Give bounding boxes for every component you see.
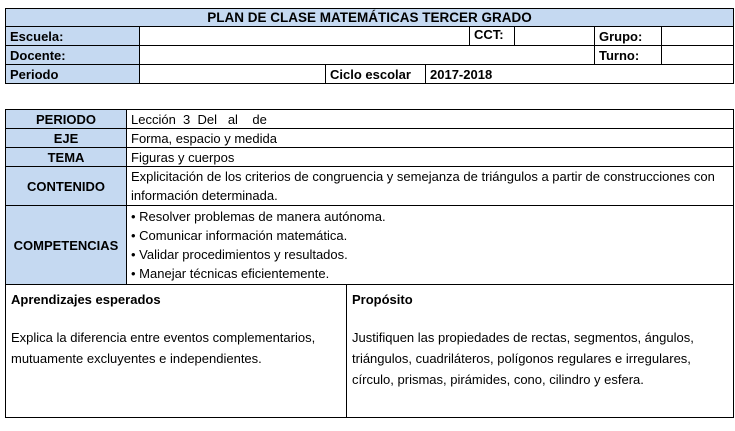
competencias-list: [131, 207, 729, 283]
eje-value: Forma, espacio y medida: [127, 129, 734, 148]
header-table: [5, 8, 734, 84]
periodo-label: PERIODO: [6, 110, 127, 129]
cct-field[interactable]: [515, 27, 594, 45]
aprendizajes-label: Aprendizajes esperados: [11, 292, 161, 307]
ciclo-value: 2017-2018: [426, 65, 734, 84]
competencia-item: • Validar procedimientos y resultados.: [131, 245, 729, 264]
proposito-label: Propósito: [352, 292, 413, 307]
plan-table: [5, 109, 734, 418]
aprendizajes-box: [6, 285, 347, 418]
grupo-label: Grupo:: [595, 27, 662, 46]
periodo-header-label: Periodo: [6, 65, 140, 84]
competencia-item: • Manejar técnicas eficientemente.: [131, 264, 729, 283]
cct-label: CCT:: [470, 27, 515, 45]
tema-value: Figuras y cuerpos: [127, 148, 734, 167]
turno-label: Turno:: [595, 46, 662, 65]
docente-field[interactable]: [140, 46, 595, 65]
ciclo-label: Ciclo escolar: [326, 65, 426, 84]
aprendizajes-value: Explica la diferencia entre eventos complementarios, mutuamente excluyentes e independientes.: [11, 330, 316, 366]
competencia-item: • Comunicar información matemática.: [131, 226, 729, 245]
competencia-item: • Resolver problemas de manera autónoma.: [131, 207, 729, 226]
proposito-box: [347, 285, 734, 418]
contenido-value: Explicitación de los criterios de congruencia y semejanza de triángulos a partir de construcciones con información determinada.: [127, 167, 734, 206]
proposito-value: Justifiquen las propiedades de rectas, segmentos, ángulos, triángulos, cuadriláteros, polígonos regulares e irregulares, círculo, prismas, pirámides, cono, cilindro y esfera.: [352, 330, 694, 387]
grupo-field[interactable]: [662, 27, 734, 46]
cct-cell: [470, 27, 595, 46]
escuela-field[interactable]: [140, 27, 470, 46]
tema-label: TEMA: [6, 148, 127, 167]
competencias-cell: [127, 206, 734, 285]
periodo-header-field[interactable]: [140, 65, 326, 84]
competencias-label: COMPETENCIAS: [6, 206, 127, 285]
periodo-value: Lección 3 Del al de: [127, 110, 734, 129]
eje-label: EJE: [6, 129, 127, 148]
docente-label: Docente:: [6, 46, 140, 65]
escuela-label: Escuela:: [6, 27, 140, 46]
plan-title: PLAN DE CLASE MATEMÁTICAS TERCER GRADO: [6, 9, 734, 27]
turno-field[interactable]: [662, 46, 734, 65]
contenido-label: CONTENIDO: [6, 167, 127, 206]
